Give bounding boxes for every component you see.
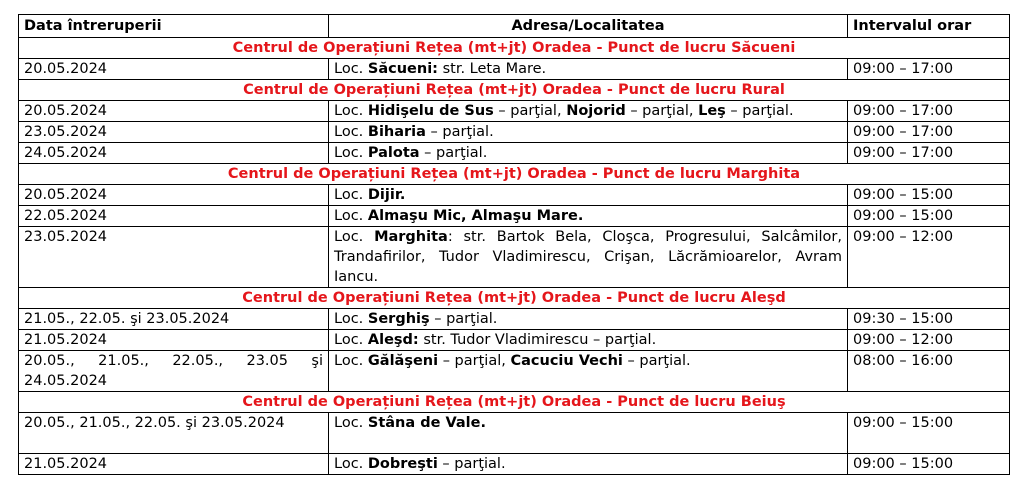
address-cell: Loc. Săcueni: str. Leta Mare. (329, 59, 848, 80)
table-row (19, 185, 1010, 206)
interval-cell: 09:00 – 15:00 (848, 206, 1010, 227)
address-cell: Loc. Hidişelu de Sus – parţial, Nojorid – parţial, Leş – parţial. (329, 101, 848, 122)
section-row (19, 392, 1010, 413)
table-row (19, 122, 1010, 143)
header-address: Adresa/Localitatea (329, 15, 848, 38)
address-cell: Loc. Almaşu Mic, Almaşu Mare. (329, 206, 848, 227)
address-cell: Loc. Marghita: str. Bartok Bela, Cloşca, Progresului, Salcâmilor, Trandafirilor, Tudor Vladimirescu, Crişan, Lăcrămioarelor, Avram Iancu. (329, 227, 848, 288)
date-cell: 23.05.2024 (19, 122, 329, 143)
interval-cell: 09:00 – 15:00 (848, 185, 1010, 206)
table-row (19, 143, 1010, 164)
table-row (19, 59, 1010, 80)
table-row (19, 309, 1010, 330)
interval-cell: 09:00 – 15:00 (848, 454, 1010, 475)
interval-cell: 09:00 – 12:00 (848, 330, 1010, 351)
interval-cell: 09:30 – 15:00 (848, 309, 1010, 330)
outage-table (18, 14, 1010, 475)
section-title: Centrul de Operațiuni Rețea (mt+jt) Oradea - Punct de lucru Aleşd (19, 288, 1010, 309)
section-row (19, 38, 1010, 59)
interval-cell: 09:00 – 17:00 (848, 143, 1010, 164)
interval-cell: 09:00 – 12:00 (848, 227, 1010, 288)
section-row (19, 80, 1010, 101)
address-cell: Loc. Stâna de Vale. (329, 413, 848, 454)
header-date: Data întreruperii (19, 15, 329, 38)
table-row (19, 227, 1010, 288)
section-title: Centrul de Operațiuni Rețea (mt+jt) Oradea - Punct de lucru Rural (19, 80, 1010, 101)
interval-cell: 08:00 – 16:00 (848, 351, 1010, 392)
interval-cell: 09:00 – 17:00 (848, 122, 1010, 143)
table-row (19, 206, 1010, 227)
interval-cell: 09:00 – 15:00 (848, 413, 1010, 454)
section-row (19, 164, 1010, 185)
date-cell: 20.05.2024 (19, 59, 329, 80)
interval-cell: 09:00 – 17:00 (848, 101, 1010, 122)
address-cell: Loc. Palota – parţial. (329, 143, 848, 164)
address-cell: Loc. Dijir. (329, 185, 848, 206)
address-cell: Loc. Dobreşti – parţial. (329, 454, 848, 475)
date-cell: 21.05.2024 (19, 454, 329, 475)
date-cell: 20.05., 21.05., 22.05. şi 23.05.2024 (19, 413, 329, 454)
date-cell: 23.05.2024 (19, 227, 329, 288)
table-row (19, 454, 1010, 475)
date-cell: 20.05.2024 (19, 185, 329, 206)
date-cell: 21.05.2024 (19, 330, 329, 351)
interval-cell: 09:00 – 17:00 (848, 59, 1010, 80)
section-title: Centrul de Operațiuni Rețea (mt+jt) Oradea - Punct de lucru Marghita (19, 164, 1010, 185)
table-row (19, 330, 1010, 351)
date-cell: 24.05.2024 (19, 143, 329, 164)
section-title: Centrul de Operațiuni Rețea (mt+jt) Oradea - Punct de lucru Săcueni (19, 38, 1010, 59)
table-row (19, 413, 1010, 454)
date-cell: 20.05.2024 (19, 101, 329, 122)
address-cell: Loc. Gălăşeni – parţial, Cacuciu Vechi – parţial. (329, 351, 848, 392)
date-cell: 22.05.2024 (19, 206, 329, 227)
header-interval: Intervalul orar (848, 15, 1010, 38)
address-cell: Loc. Serghiş – parţial. (329, 309, 848, 330)
section-row (19, 288, 1010, 309)
address-cell: Loc. Biharia – parţial. (329, 122, 848, 143)
header-row (19, 15, 1010, 38)
table-row (19, 351, 1010, 392)
section-title: Centrul de Operațiuni Rețea (mt+jt) Oradea - Punct de lucru Beiuş (19, 392, 1010, 413)
date-cell: 20.05., 21.05., 22.05., 23.05 şi 24.05.2024 (19, 351, 329, 392)
address-cell: Loc. Aleşd: str. Tudor Vladimirescu – parţial. (329, 330, 848, 351)
table-row (19, 101, 1010, 122)
date-cell: 21.05., 22.05. şi 23.05.2024 (19, 309, 329, 330)
